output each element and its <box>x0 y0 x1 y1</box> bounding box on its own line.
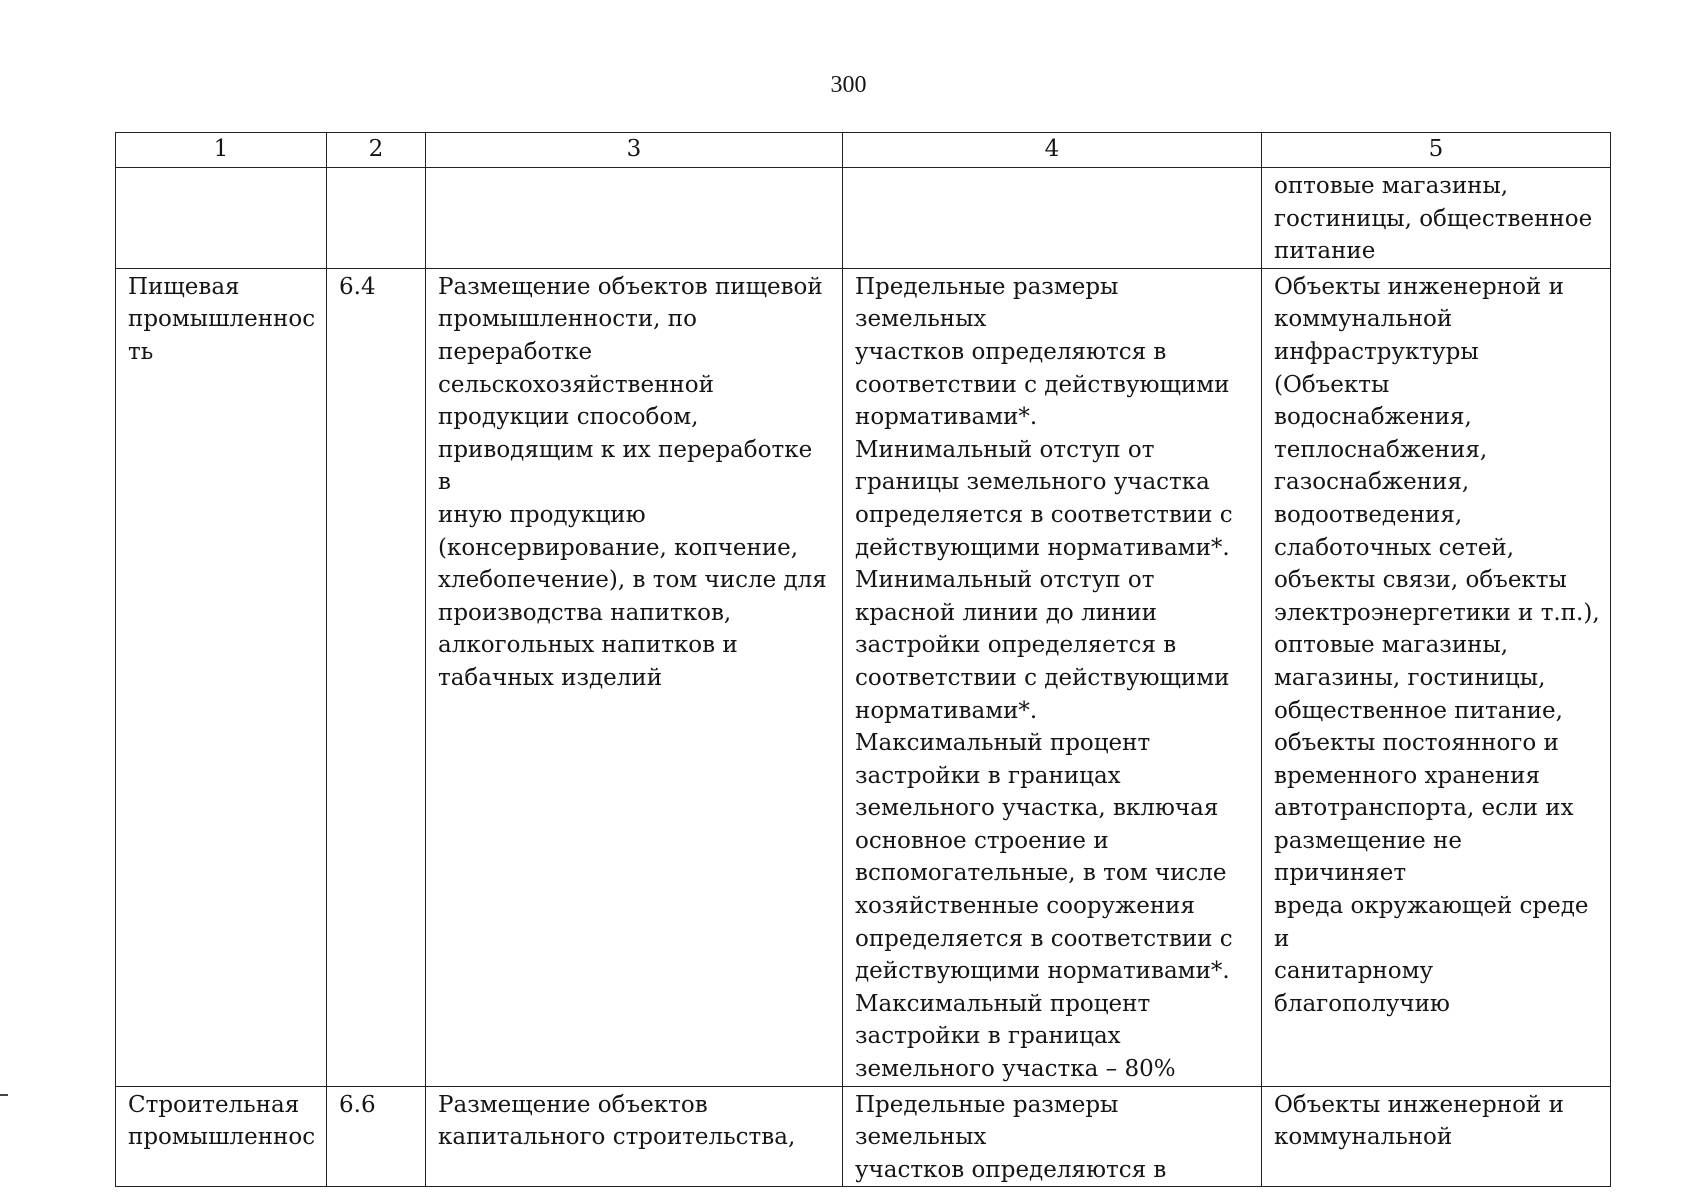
cell-auxiliary-uses: оптовые магазины, гостиницы, общественное питание <box>1262 168 1611 269</box>
cell-description <box>426 168 843 269</box>
table-row <box>116 168 1611 269</box>
cell-description: Размещение объектов капитального строительства, <box>426 1086 843 1187</box>
cell-code: 6.4 <box>327 268 426 1086</box>
header-col-5: 5 <box>1262 133 1611 168</box>
regulations-table <box>115 132 1611 1187</box>
header-col-1: 1 <box>116 133 327 168</box>
cell-parameters <box>843 168 1262 269</box>
cell-land-use-name: Пищевая промышленнос ть <box>116 268 327 1086</box>
page-number: 300 <box>830 72 867 98</box>
cell-auxiliary-uses: Объекты инженерной и коммунальной инфраструктуры (Объекты водоснабжения, теплоснабжения, газоснабжения, водоотведения, слаботочных сетей, объекты связи, объекты электроэнергетики и т.п.), оптовые магазины, магазины, гостиницы, общественное питание, объекты постоянного и временного хранения автотранспорта, если их размещение не причиняет вреда окружающей среде и санитарному благополучию <box>1262 268 1611 1086</box>
header-col-3: 3 <box>426 133 843 168</box>
cell-land-use-name: Строительная промышленнос <box>116 1086 327 1187</box>
cell-parameters: Предельные размеры земельных участков определяются в соответствии с действующими нормативами*. Минимальный отступ от границы земельного участка определяется в соответствии с действующими нормативами*. Минимальный отступ от красной линии до линии застройки определяется в соответствии с действующими нормативами*. Максимальный процент застройки в границах земельного участка, включая основное строение и вспомогательные, в том числе хозяйственные сооружения определяется в соответствии с действующими нормативами*. Максимальный процент застройки в границах земельного участка – 80% <box>843 268 1262 1086</box>
table-header-row <box>116 133 1611 168</box>
cell-parameters: Предельные размеры земельных участков определяются в <box>843 1086 1262 1187</box>
margin-mark <box>0 1094 8 1096</box>
header-col-2: 2 <box>327 133 426 168</box>
cell-auxiliary-uses: Объекты инженерной и коммунальной <box>1262 1086 1611 1187</box>
cell-land-use-name <box>116 168 327 269</box>
cell-code: 6.6 <box>327 1086 426 1187</box>
cell-code <box>327 168 426 269</box>
table-row <box>116 1086 1611 1187</box>
table-row <box>116 268 1611 1086</box>
header-col-4: 4 <box>843 133 1262 168</box>
cell-description: Размещение объектов пищевой промышленности, по переработке сельскохозяйственной продукции способом, приводящим к их переработке в иную продукцию (консервирование, копчение, хлебопечение), в том числе для производства напитков, алкогольных напитков и табачных изделий <box>426 268 843 1086</box>
